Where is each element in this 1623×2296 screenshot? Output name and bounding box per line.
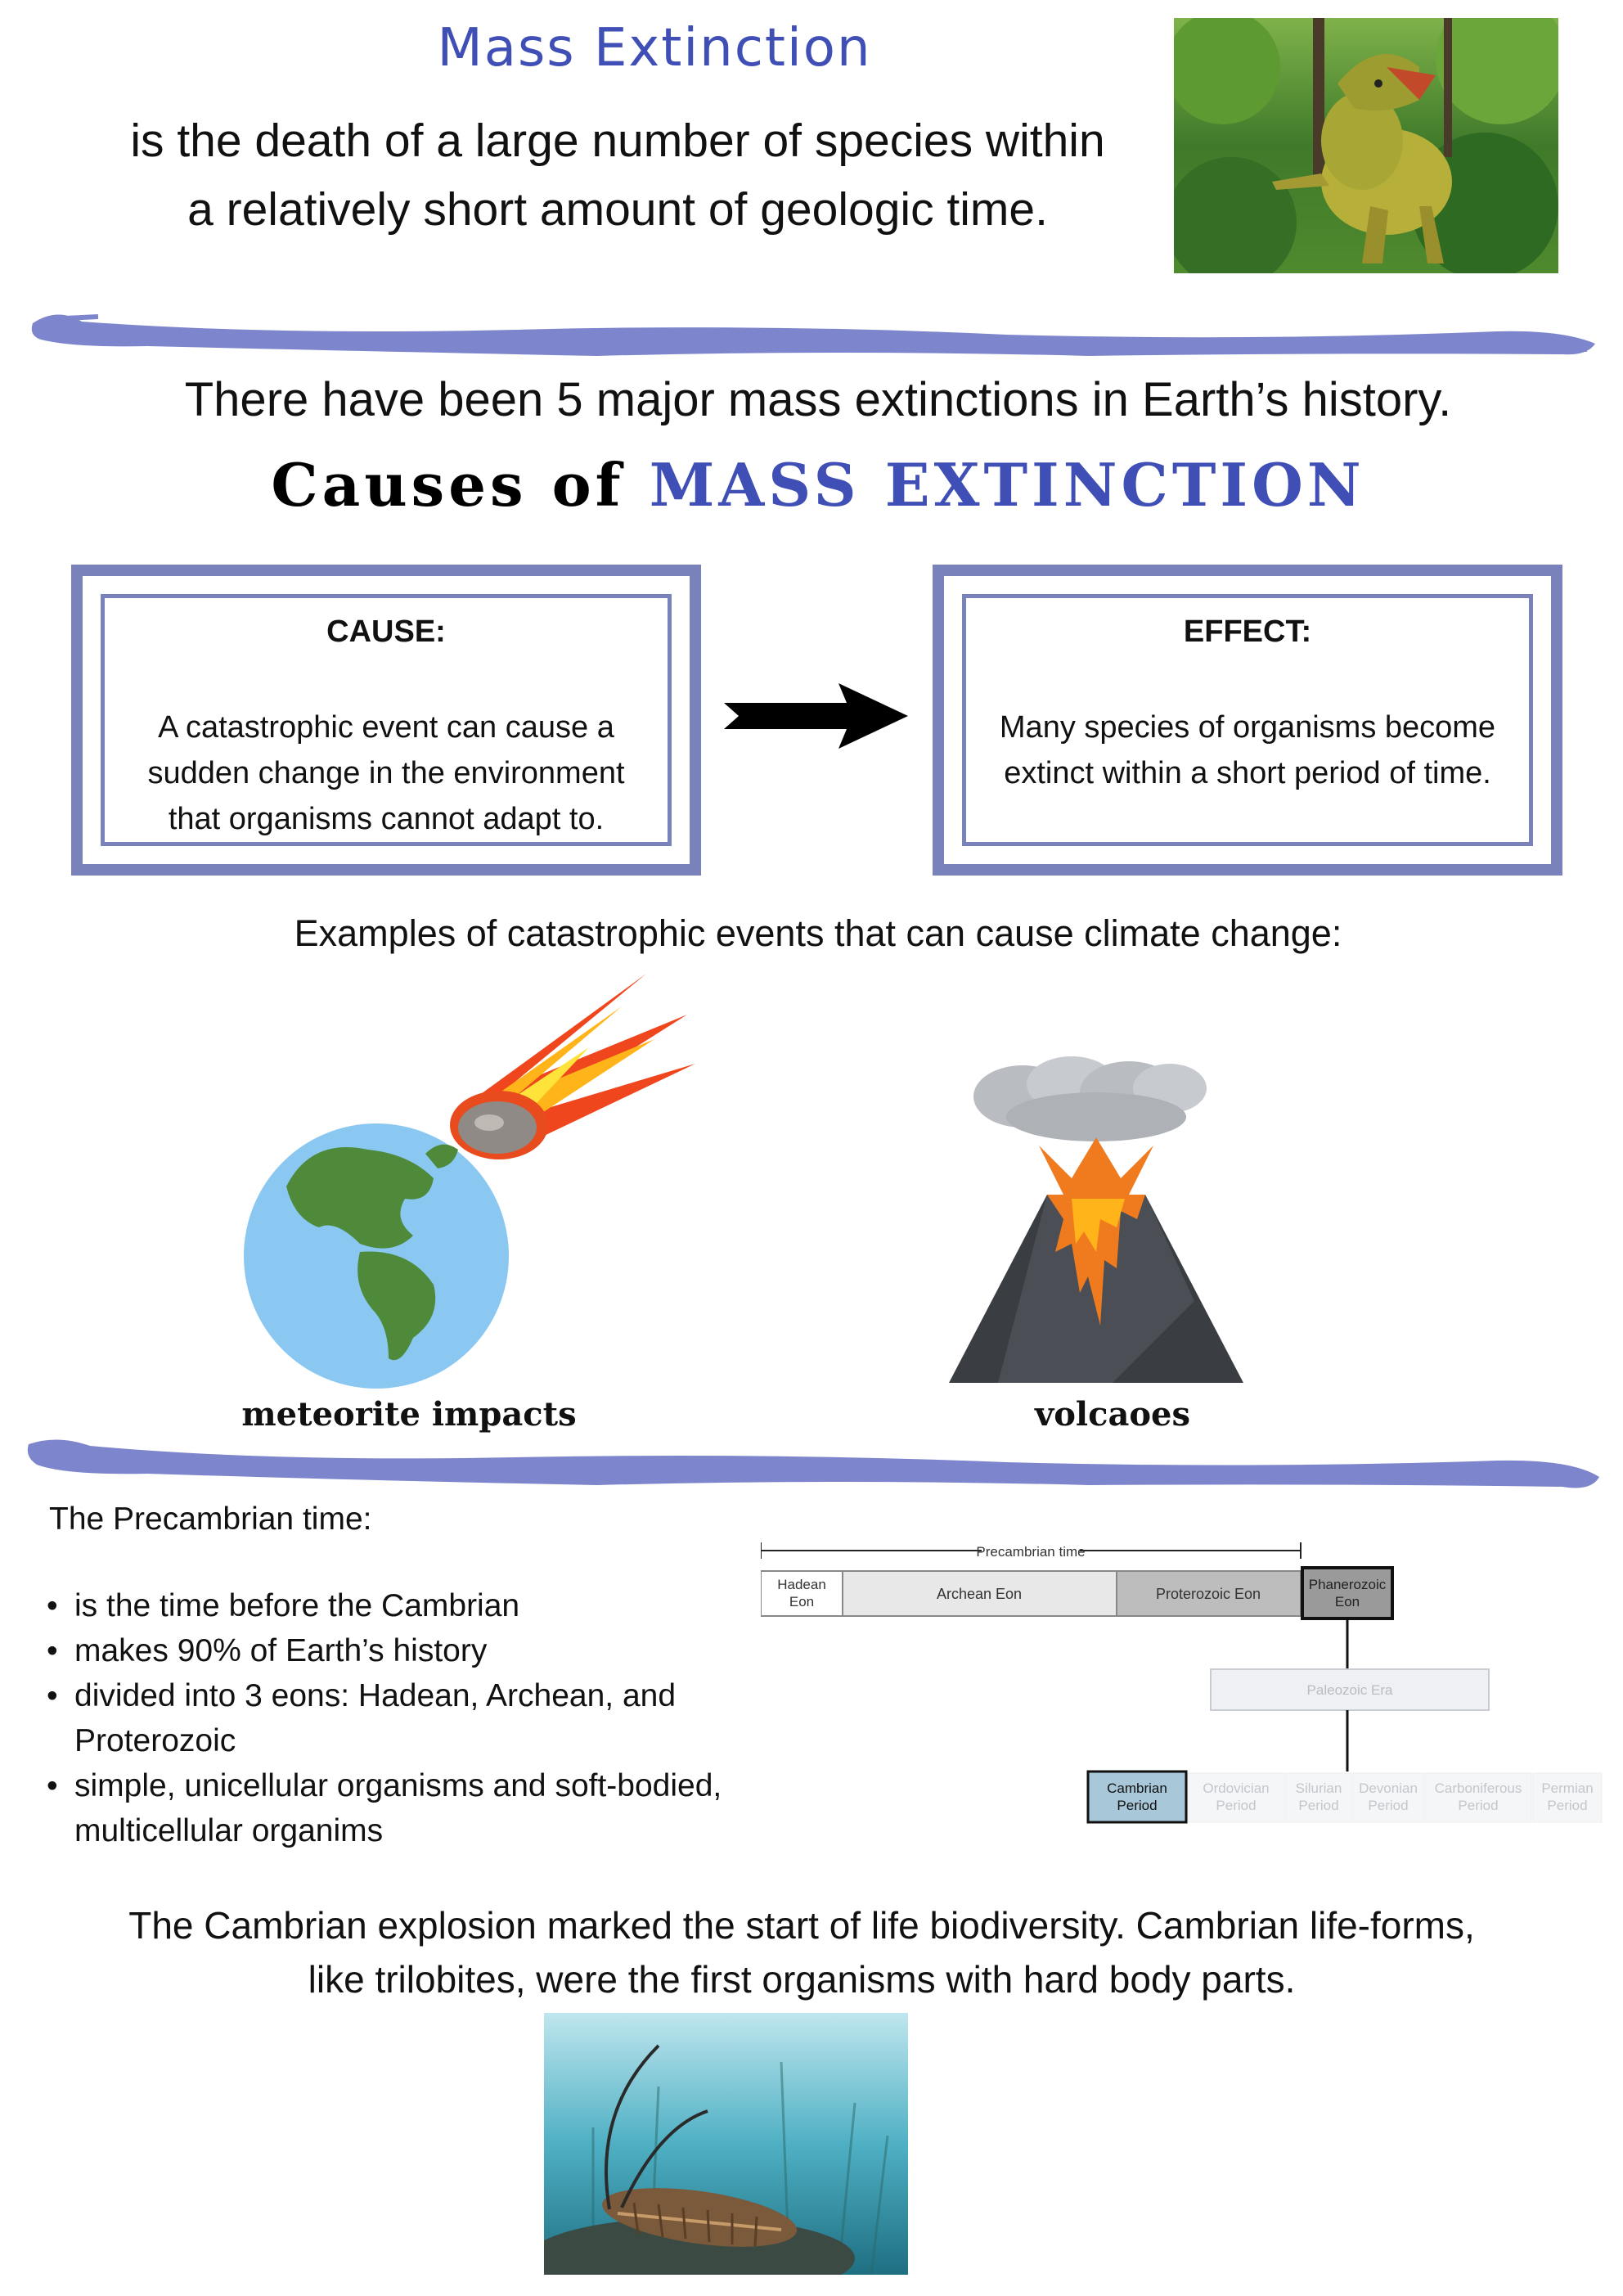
list-item: • makes 90% of Earth’s history xyxy=(74,1628,794,1673)
causes-heading-part2: MASS EXTINCTION xyxy=(649,450,1365,520)
svg-text:Permian: Permian xyxy=(1541,1781,1594,1796)
effect-box xyxy=(933,565,1562,876)
period-cambrian xyxy=(1088,1772,1186,1822)
list-item: • divided into 3 eons: Hadean, Archean, and Proterozoic xyxy=(74,1673,794,1763)
arrow-right-icon xyxy=(724,683,908,749)
meteor-earth-icon xyxy=(237,974,712,1391)
divider-brush-2 xyxy=(25,1428,1603,1501)
svg-text:Period: Period xyxy=(1458,1798,1499,1813)
list-item: • simple, unicellular organisms and soft-bodied, multicellular organims xyxy=(74,1763,794,1853)
effect-heading: EFFECT: xyxy=(1183,615,1312,649)
svg-text:Period: Period xyxy=(1117,1798,1158,1813)
svg-text:Archean Eon: Archean Eon xyxy=(936,1586,1023,1602)
svg-text:Paleozoic Era: Paleozoic Era xyxy=(1306,1682,1393,1698)
cause-heading: CAUSE: xyxy=(326,615,446,649)
svg-text:Period: Period xyxy=(1547,1798,1588,1813)
svg-text:Period: Period xyxy=(1368,1798,1409,1813)
eon-phanerozoic xyxy=(1302,1568,1392,1618)
geologic-timeline-diagram xyxy=(761,1538,1603,1833)
svg-text:Silurian: Silurian xyxy=(1295,1781,1342,1796)
causes-heading xyxy=(82,450,1554,520)
precambrian-span-label: Precambrian time xyxy=(976,1544,1086,1560)
effect-body: Many species of organisms become extinct within a short period of time. xyxy=(999,710,1496,790)
svg-text:Devonian: Devonian xyxy=(1359,1781,1418,1796)
svg-text:Period: Period xyxy=(1216,1798,1257,1813)
svg-text:Ordovician: Ordovician xyxy=(1203,1781,1270,1796)
causes-heading-part1: Causes of xyxy=(271,450,625,520)
example-label-meteorite: meteorite impacts xyxy=(241,1395,577,1434)
divider-brush-1 xyxy=(25,299,1603,372)
svg-text:Carboniferous: Carboniferous xyxy=(1434,1781,1522,1796)
example-label-volcanoes: volcaoes xyxy=(1034,1395,1191,1434)
precambrian-heading: The Precambrian time: xyxy=(49,1501,372,1537)
svg-text:Phanerozoic: Phanerozoic xyxy=(1308,1577,1387,1592)
cause-body: A catastrophic event can cause a sudden change in the environment that organisms cannot adapt to. xyxy=(147,710,625,836)
svg-text:Cambrian: Cambrian xyxy=(1107,1781,1167,1796)
page-title: Mass Extinction xyxy=(437,18,872,79)
svg-text:Hadean: Hadean xyxy=(777,1577,826,1592)
list-item: • is the time before the Cambrian xyxy=(74,1583,794,1628)
definition-text: is the death of a large number of species within a relatively short amount of geologic time. xyxy=(130,115,1105,236)
svg-text:Eon: Eon xyxy=(789,1594,815,1609)
cambrian-explosion-text: The Cambrian explosion marked the start of life biodiversity. Cambrian life-forms, like trilobites, were the first organisms with hard body parts. xyxy=(128,1904,1475,2001)
five-extinctions-text: There have been 5 major mass extinctions in Earth’s history. xyxy=(184,373,1452,426)
volcano-icon xyxy=(949,1056,1243,1391)
svg-text:Period: Period xyxy=(1298,1798,1339,1813)
examples-heading: Examples of catastrophic events that can cause climate change: xyxy=(294,912,1342,954)
precambrian-bullets xyxy=(45,1583,794,1853)
cause-box xyxy=(71,565,701,876)
trilobite-photo xyxy=(544,2013,908,2275)
svg-text:Proterozoic Eon: Proterozoic Eon xyxy=(1155,1586,1261,1602)
dinosaur-photo xyxy=(1174,18,1558,273)
svg-text:Eon: Eon xyxy=(1334,1594,1360,1609)
